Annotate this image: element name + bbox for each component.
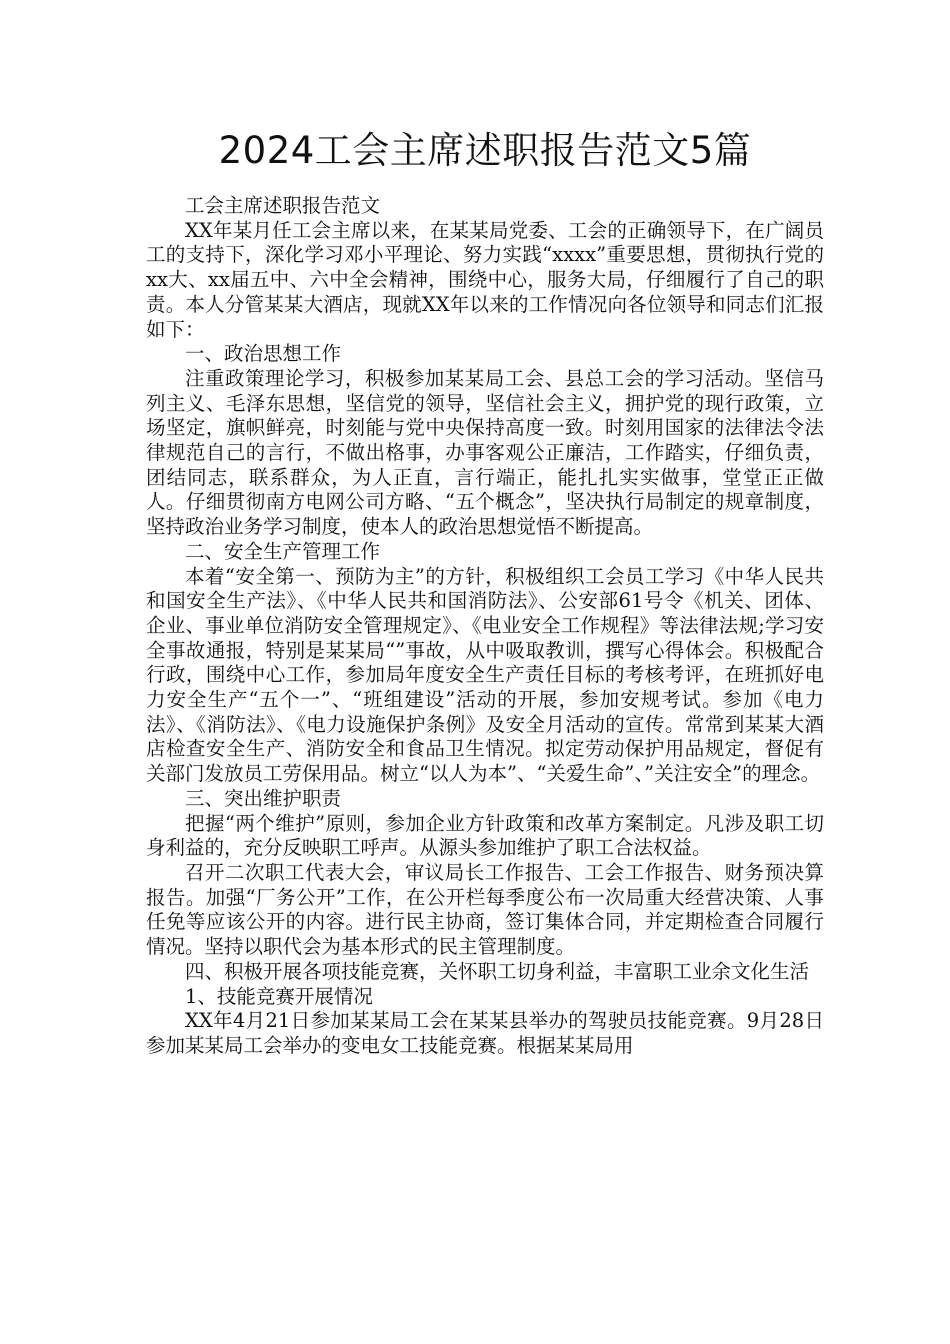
section-heading-political: 一、政治思想工作 — [185, 342, 342, 366]
paragraph: XX年4月21日参加某某局工会在某某县举办的驾驶员技能竞赛。9月28日参加某某局工会举办的变电女工技能竞赛。根据某某局用 — [146, 1009, 824, 1057]
paragraph: 本着“安全第一、预防为主”的方针，积极组织工会员工学习《中华人民共和国安全生产法》、《中华人民共和国消防法》、公安部61号令《机关、团体、企业、事业单位消防安全管理规定》、《电业安全工作规程》等法律法规;学习安全事故通报，特别是某某局“”事故，从中吸取教训，撰写心得体会。积极配合行政，围绕中心工作，参加局年度安全生产责任目标的考核考评，在班抓好电力安全生产“五个一”、“班组建设”活动的开展，参加安规考试。参加《电力法》、《消防法》、《电力设施保护条例》及安全月活动的宣传。常常到某某大酒店检查安全生产、消防安全和食品卫生情况。拟定劳动保护用品规定，督促有关部门发放员工劳保用品。树立“以人为本”、“关爱生命”、”关注安全”的理念。 — [146, 564, 824, 786]
paragraph: 召开二次职工代表大会，审议局长工作报告、工会工作报告、财务预决算报告。加强“厂务公开”工作，在公开栏每季度公布一次局重大经营决策、人事任免等应该公开的内容。进行民主协商，签订集体合同，并定期检查合同履行情况。坚持以职代会为基本形式的民主管理制度。 — [146, 860, 824, 959]
document-body — [146, 194, 824, 1059]
section-heading-protection: 三、突出维护职责 — [185, 786, 342, 810]
section-heading-competitions: 四、积极开展各项技能竞赛，关怀职工切身利益，丰富职工业余文化生活 — [185, 959, 810, 983]
section-heading-safety: 二、安全生产管理工作 — [185, 539, 381, 563]
paragraph: 把握“两个维护”原则，参加企业方针政策和改革方案制定。凡涉及职工切身利益的，充分反映职工呼声。从源头参加维护了职工合法权益。 — [146, 811, 824, 860]
paragraph: 注重政策理论学习，积极参加某某局工会、县总工会的学习活动。坚信马列主义、毛泽东思想，坚信党的领导，坚信社会主义，拥护党的现行政策，立场坚定，旗帜鲜亮，时刻能与党中央保持高度一致。时刻用国家的法律法令法律规范自己的言行，不做出格事，办事客观公正廉洁，工作踏实，仔细负责，团结同志，联系群众，为人正直，言行端正，能扎扎实实做事，堂堂正正做人。仔细贯彻南方电网公司方略、“五个概念”，坚决执行局制定的规章制度，坚持政治业务学习制度，使本人的政治思想觉悟不断提高。 — [146, 366, 824, 539]
subsection-heading: 1、技能竞赛开展情况 — [185, 984, 373, 1008]
paragraph: XX年某月任工会主席以来，在某某局党委、工会的正确领导下，在广阔员工的支持下，深化学习邓小平理论、努力实践“xxxx”重要思想，贯彻执行党的xx大、xx届五中、六中全会精神，围绕中心，服务大局，仔细履行了自己的职责。本人分管某某大酒店，现就XX年以来的工作情况向各位领导和同志们汇报如下： — [146, 218, 824, 341]
document-title: 2024工会主席述职报告范文5篇 — [218, 129, 752, 172]
paragraph-heading: 工会主席述职报告范文 — [185, 194, 381, 217]
